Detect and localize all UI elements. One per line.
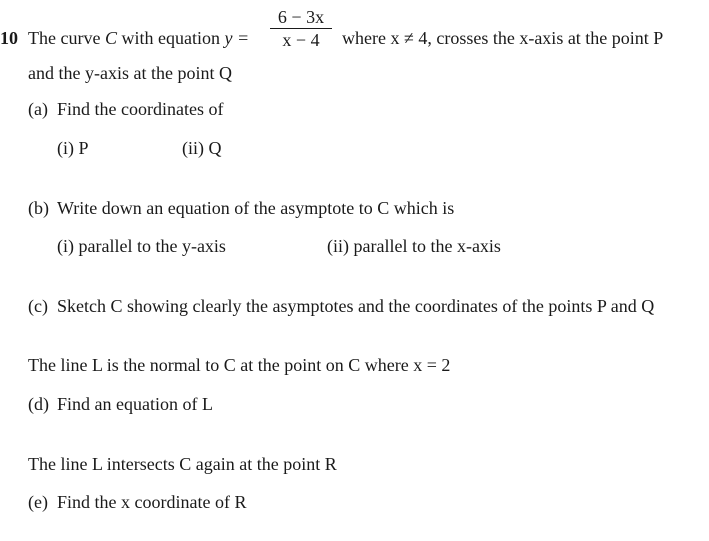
equation-lhs: y = — [224, 28, 250, 48]
part-c-text: Sketch C showing clearly the asymptotes and the coordinates of the points P and Q — [57, 296, 655, 316]
normal-intro: The line L is the normal to C at the point on C where x = 2 — [28, 355, 451, 375]
curve-name: C — [104, 28, 117, 48]
question-line2: and the y-axis at the point Q — [28, 63, 232, 83]
fraction-denominator: x − 4 — [282, 30, 320, 50]
part-e-label: (e) — [28, 492, 48, 512]
part-c-label: (c) — [28, 296, 48, 316]
equation-fraction — [270, 8, 332, 49]
part-a-sub-ii: (ii) Q — [182, 138, 222, 158]
part-e-text: Find the x coordinate of R — [57, 492, 247, 512]
part-b-text: Write down an equation of the asymptote to C which is — [57, 198, 455, 218]
question-number: 10 — [0, 28, 18, 48]
part-a-sub-i: (i) P — [57, 138, 89, 158]
intro-text-b: with equation — [116, 28, 225, 48]
question-where: where x ≠ 4, crosses the x-axis at the point P — [342, 28, 664, 48]
part-a-text: Find the coordinates of — [57, 99, 224, 119]
part-b-label: (b) — [28, 198, 49, 218]
part-b-sub-i: (i) parallel to the y-axis — [57, 236, 226, 256]
part-a-label: (a) — [28, 99, 48, 119]
part-b-sub-ii: (ii) parallel to the x-axis — [327, 236, 501, 256]
part-d-label: (d) — [28, 394, 49, 414]
fraction-bar — [270, 28, 332, 29]
fraction-numerator: 6 − 3x — [277, 7, 325, 27]
intro-text-a: The curve — [28, 28, 105, 48]
question-intro — [28, 28, 249, 49]
intersect-intro: The line L intersects C again at the point R — [28, 454, 337, 474]
part-d-text: Find an equation of L — [57, 394, 213, 414]
